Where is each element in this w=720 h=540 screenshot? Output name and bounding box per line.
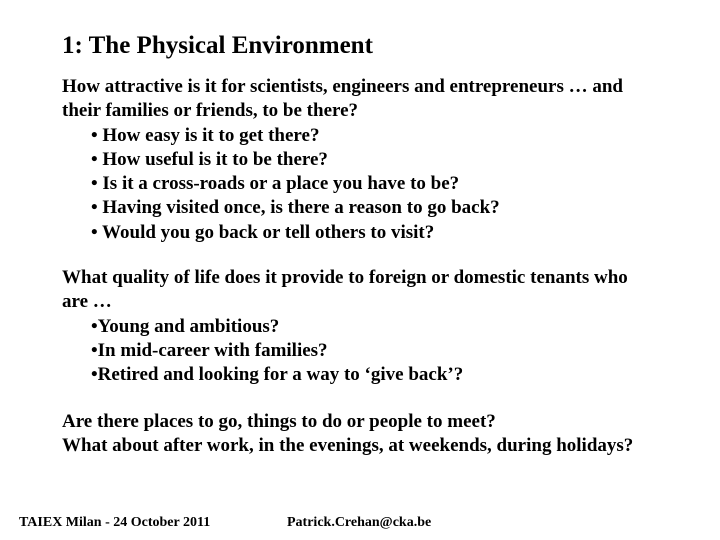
- slide-title: 1: The Physical Environment: [62, 32, 373, 59]
- section-intro-line: What quality of life does it provide to foreign or domestic tenants who: [62, 267, 628, 288]
- section-accessibility: [62, 75, 623, 245]
- section-intro-line: How attractive is it for scientists, engineers and entrepreneurs … and: [62, 76, 623, 97]
- section-intro-line: their families or friends, to be there?: [62, 100, 359, 122]
- footer-event: TAIEX Milan - 24 October 2011: [19, 515, 211, 530]
- footer-email: Patrick.Crehan@cka.be: [287, 515, 432, 530]
- section-quality-of-life: [62, 266, 628, 387]
- bullet-item: • Would you go back or tell others to visit?: [91, 221, 435, 243]
- bullet-item: • Is it a cross-roads or a place you have to be?: [91, 173, 460, 195]
- bullet-item: •Young and ambitious?: [91, 315, 280, 337]
- section-intro-line: are …: [62, 291, 112, 313]
- bullet-item: • Having visited once, is there a reason to go back?: [91, 197, 500, 219]
- paragraph-line: Are there places to go, things to do or people to meet?: [62, 411, 496, 432]
- bullet-item: •Retired and looking for a way to ‘give back’?: [91, 364, 464, 386]
- paragraph-line: What about after work, in the evenings, at weekends, during holidays?: [62, 435, 634, 457]
- bullet-item: • How useful is it to be there?: [91, 148, 328, 170]
- bullet-item: •In mid-career with families?: [91, 339, 328, 361]
- section-activities: [62, 410, 633, 459]
- bullet-item: • How easy is it to get there?: [91, 124, 320, 146]
